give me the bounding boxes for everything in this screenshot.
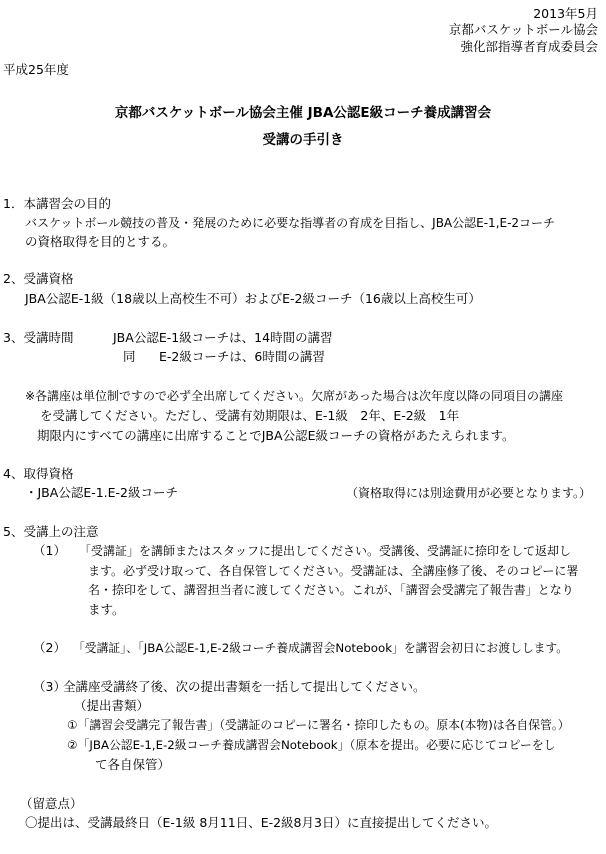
remarks-label: （留意点） [20,796,83,811]
section-4-note: （資格取得には別途費用が必要となります。） [346,486,592,500]
section-5-p3-text: 全講座受講終了後、次の提出書類を一括して提出してください。 [63,679,426,694]
section-5-heading: 5、受講上の注意 [3,524,99,539]
section-3-same-mark: 同 [123,349,136,364]
issuer-organization: 京都バスケットボール協会 [448,22,598,37]
section-4-heading: 4、取得資格 [3,466,74,481]
fiscal-year: 平成25年度 [3,62,69,77]
section-3-note-line3: 期限内にすべての講座に出席することでJBA公認E級コーチの資格があたえられます。 [37,428,515,443]
section-5-p1-line2: ます。必ず受け取って、各自保管してください。受講証は、全講座修了後、そのコピーに署 [88,564,579,578]
section-3-note-line2: を受講してください。ただし、受講有効期限は、E-1級 2年、E-2級 1年 [40,408,460,423]
section-3-line1: JBA公認E-1級コーチは、14時間の講習 [113,330,333,345]
section-5-p1-line4: ます。 [88,602,125,617]
section-5-p2-number: （2） [33,640,66,655]
section-3-heading: 3、受講時間 [3,330,74,345]
section-5-p1-number: （1） [33,543,66,558]
document-title: 京都バスケットボール協会主催 JBA公認E級コーチ養成講習会 [114,105,492,121]
section-2-heading: 2、受講資格 [3,271,74,286]
section-1-body-line1: バスケットボール競技の普及・発展のために必要な指導者の育成を目指し、JBA公認E-1,E-2コーチ [25,216,556,230]
section-4-item: ・JBA公認E-1.E-2級コーチ [25,485,179,500]
document-date: 2013年5月 [533,6,598,21]
section-5-p2-text: 「受講証」、「JBA公認E-1,E-2級コーチ養成講習会Notebook」を講習会初日にお渡しします。 [73,641,569,655]
section-5-doc2-line2: て各自保管） [95,757,171,772]
section-5-doc2-line1: ②「JBA公認E-1,E-2級コーチ養成講習会Notebook」（原本を提出。必要に応じてコピーをし [67,738,556,752]
section-3-line2: E-2級コーチは、6時間の講習 [159,349,325,364]
document-subtitle: 受講の手引き [262,132,344,148]
section-1-heading: 1．本講習会の目的 [3,196,111,211]
issuer-committee: 強化部指導者育成委員会 [460,39,598,54]
section-3-note-line1: ※各講座は単位制ですので必ず全出席してください。欠席があった場合は次年度以降の同項目の講座 [25,389,563,403]
section-1-body-line2: の資格取得を目的とする。 [25,234,176,249]
remarks-body: 〇提出は、受講最終日（E-1級 8月11日、E-2級8月3日）に直接提出してください。 [25,815,497,830]
section-5-docs-label: （提出書類） [74,698,150,713]
section-5-p1-line3: 名・捺印をして、講習担当者に渡してください。これが、「講習会受講完了報告書」となり [88,583,574,597]
section-5-p3-number: （3） [33,679,66,694]
section-5-p1-line1: 「受講証」を講師またはスタッフに提出してください。受講後、受講証に捺印をして返却し [79,544,572,558]
section-5-doc1: ①「講習会受講完了報告書」（受講証のコピーに署名・捺印したもの。原本(本物)は各自保管。） [67,718,570,732]
section-2-body: JBA公認E-1級（18歳以上高校生不可）およびE-2級コーチ（16歳以上高校生可） [25,291,481,306]
